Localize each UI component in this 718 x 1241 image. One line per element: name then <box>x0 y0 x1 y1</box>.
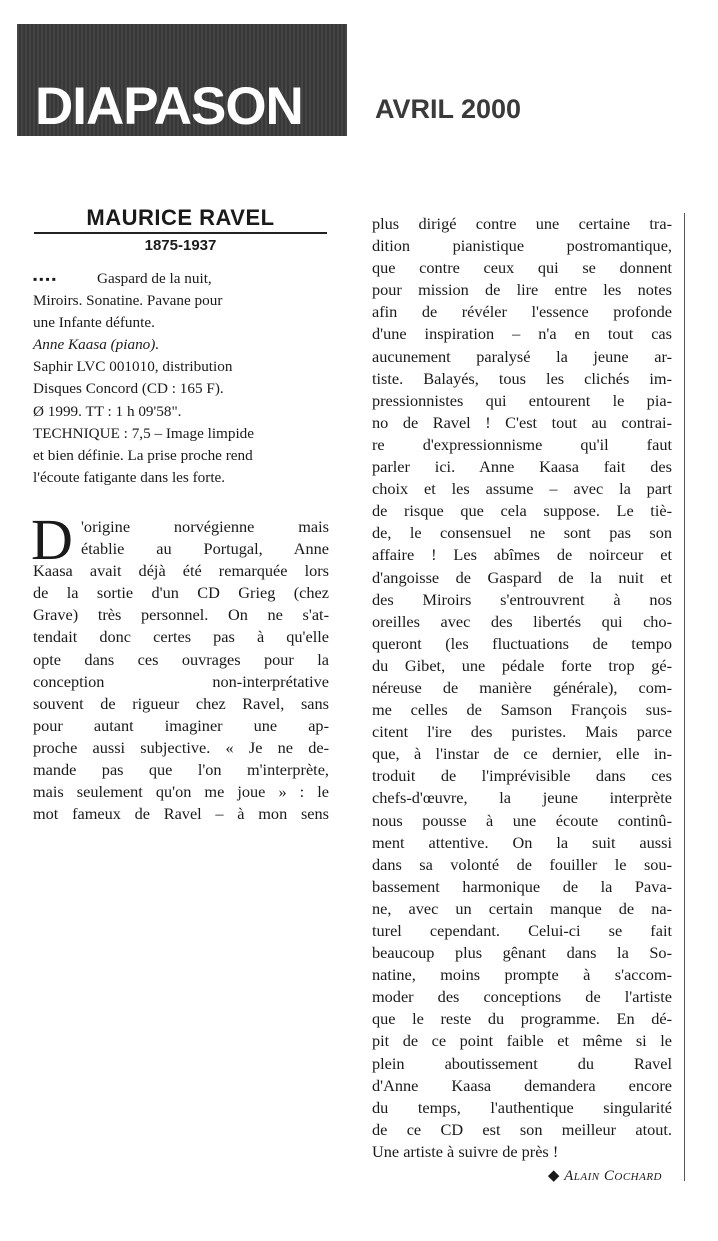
article-line: d'angoisse de Gaspard de la nuit et <box>372 567 672 587</box>
byline <box>372 1165 672 1187</box>
masthead-banner <box>17 24 347 136</box>
article-line: queront (les fluctuations de tempo <box>372 633 672 653</box>
article-line: plein aboutissement du Ravel <box>372 1053 672 1073</box>
article-line: souvent de rigueur chez Ravel, sans <box>33 693 329 713</box>
article-line: me celles de Samson François sus- <box>372 700 672 720</box>
article-line: conception non-interprétative <box>33 671 329 691</box>
article-line: ment attentive. On la suit aussi <box>372 832 672 852</box>
header-divider <box>34 232 327 234</box>
article-line: oreilles avec des libertés qui cho- <box>372 611 672 631</box>
article-line: du temps, l'authentique singularité <box>372 1097 672 1117</box>
article-line: de, le consensuel ne sont pas son <box>372 523 672 543</box>
rating-marks: ▪▪▪▪ <box>33 272 59 286</box>
author-name: Alain Cochard <box>564 1168 662 1185</box>
article-line: proche aussi subjective. « Je ne de- <box>33 737 329 757</box>
article-line: Une artiste à suivre de près ! <box>372 1141 559 1161</box>
performer-line: Anne Kaasa (piano). <box>33 336 160 354</box>
article-line: moder des conceptions de l'artiste <box>372 987 672 1007</box>
byline-bullet: ◆ <box>547 1168 560 1185</box>
article-line: choix et les assume – avec la part <box>372 479 672 499</box>
article-line: mande pas que l'on m'interprète, <box>33 759 329 779</box>
technique-line: TECHNIQUE : 7,5 – Image limpide <box>33 424 255 442</box>
article-line: d'une inspiration – n'a en tout cas <box>372 324 672 344</box>
article-line: troduit de l'imprévisible dans ces <box>372 766 672 786</box>
composer-dates: 1875-1937 <box>144 237 217 254</box>
article-line: pour mission de lire entre les notes <box>372 280 672 300</box>
article-line: beaucoup plus gênant dans la So- <box>372 943 672 963</box>
datasheet-line: une Infante défunte. <box>33 314 155 332</box>
issue-date: AVRIL 2000 <box>375 94 522 124</box>
article-line: afin de révéler l'essence profonde <box>372 302 672 322</box>
article-line: tiste. Balayés, tous les clichés im- <box>372 368 672 388</box>
article-line: mot fameux de Ravel – à mon sens <box>33 804 329 824</box>
technique-line: et bien définie. La prise proche rend <box>33 446 253 464</box>
article-line: natine, moins prompte à s'accom- <box>372 965 672 985</box>
article-body-right <box>372 213 672 1163</box>
article-line: plus dirigé contre une certaine tra- <box>372 214 672 233</box>
article-line: dition pianistique postromantique, <box>372 236 672 256</box>
article-line: de ce CD est son meilleur atout. <box>372 1119 672 1139</box>
composer-name: MAURICE RAVEL <box>86 205 275 230</box>
record-datasheet <box>33 268 329 489</box>
article-line: no de Ravel ! C'est tout au contrai- <box>372 412 672 432</box>
article-line: chefs-d'œuvre, la jeune interprète <box>372 788 672 808</box>
right-column <box>372 213 672 1187</box>
article-line: pit de ce point faible et même si le <box>372 1031 672 1051</box>
article-line: mais seulement qu'on me joue » : le <box>33 782 329 802</box>
datasheet-line: Miroirs. Sonatine. Pavane pour <box>33 292 223 310</box>
datasheet-line: Disques Concord (CD : 165 F). <box>33 380 224 398</box>
article-line: que, à l'instar de ce dernier, elle in- <box>372 744 672 764</box>
datasheet-line: ▪▪▪▪ Gaspard de la nuit, <box>33 268 329 290</box>
column-rule <box>684 213 685 1181</box>
article-line: des Miroirs s'entrouvrent à nos <box>372 589 672 609</box>
drop-cap: D <box>31 506 73 572</box>
article-line: que le reste du programme. En dé- <box>372 1009 672 1029</box>
article-line: Kaasa avait déjà été remarquée lors <box>33 561 329 581</box>
article-line: 'origine norvégienne mais <box>81 516 329 536</box>
article-line: bassement harmonique de la Pava- <box>372 876 672 896</box>
article-line: de risque que cela suppose. Le tiè- <box>372 501 672 521</box>
datasheet-line: Saphir LVC 001010, distribution <box>33 358 233 376</box>
datasheet-line: Ø 1999. TT : 1 h 09'58". <box>33 402 182 420</box>
article-line: de la sortie d'un CD Grieg (chez <box>33 583 329 603</box>
left-column <box>33 268 329 825</box>
article-line: d'Anne Kaasa demandera encore <box>372 1075 672 1095</box>
technique-line: l'écoute fatigante dans les forte. <box>33 468 226 486</box>
article-line: dans sa volonté de fouiller le sou- <box>372 854 672 874</box>
magazine-title: DIAPASON <box>35 77 303 136</box>
article-line: opte dans ces ouvrages pour la <box>33 649 329 669</box>
article-line: pour autant imaginer une ap- <box>33 715 329 735</box>
article-line: tendait donc certes pas à qu'elle <box>33 627 329 647</box>
article-line: parler ici. Anne Kaasa fait des <box>372 457 672 477</box>
article-line: établie au Portugal, Anne <box>81 539 329 559</box>
article-line: affaire ! Les abîmes de noirceur et <box>372 545 672 565</box>
article-line: Grave) très personnel. On ne s'at- <box>33 605 329 625</box>
article-line: aucunement paralysé la jeune ar- <box>372 346 672 366</box>
article-line: nous pousse à une écoute continû- <box>372 810 672 830</box>
article-body-left <box>31 506 329 825</box>
article-line: néreuse de manière générale), com- <box>372 677 672 697</box>
article-line: turel cependant. Celui-ci se fait <box>372 921 672 940</box>
article-line: citent l'ire des puristes. Mais parce <box>372 722 672 742</box>
article-line: pressionnistes qui entourent le pia- <box>372 390 672 410</box>
article-line: re d'expressionnisme qu'il faut <box>372 434 672 454</box>
article-line: ne, avec un certain manque de na- <box>372 898 672 918</box>
article-line: que contre ceux qui se donnent <box>372 258 672 278</box>
article-line: du Gibet, une pédale forte trop gé- <box>372 655 672 675</box>
